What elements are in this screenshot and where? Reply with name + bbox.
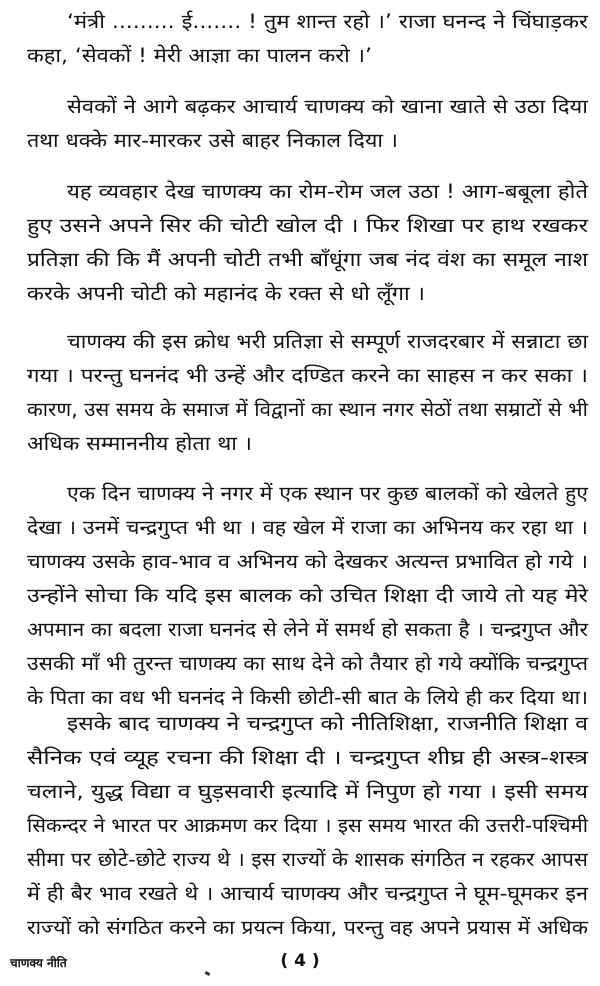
text-line: सैनिक एवं व्यूह रचना की शिक्षा दी । चन्द्रगुप्त शीघ्र ही अस्त्र-शस्त्र (27, 746, 589, 769)
text-line: उसकी माँ भी तुरन्त चाणक्य का साथ देने को तैयार हो गये क्योंकि चन्द्रगुप्त (27, 652, 588, 675)
text-line: यह व्यवहार देख चाणक्य का रोम-रोम जल उठा ! आग-बबूला होते (67, 180, 589, 203)
text-line: में ही बैर भाव रखते थे । आचार्य चाणक्य और चन्द्रगुप्त ने घूम-घूमकर इन (27, 882, 589, 905)
page-number: ( 4 ) (280, 951, 320, 971)
text-line: चाणक्य की इस क्रोध भरी प्रतिज्ञा से सम्पूर्ण राजदरबार में सन्नाटा छा (67, 330, 588, 353)
text-line: सेवकों ने आगे बढ़कर आचार्य चाणक्य को खाना खाते से उठा दिया (67, 95, 589, 118)
text-line: देखा । उनमें चन्द्रगुप्त भी था । वह खेल में राजा का अभिनय कर रहा था । (27, 516, 588, 539)
text-line: चलाने, युद्ध विद्या व घुड़सवारी इत्यादि में निपुण हो गया । इसी समय (27, 780, 589, 803)
text-line: प्रतिज्ञा की कि मैं अपनी चोटी तभी बाँधूंगा जब नंद वंश का समूल नाश (27, 248, 588, 271)
text-line: कारण, उस समय के समाज में विद्वानों का स्थान नगर सेठों तथा सम्राटों से भी (27, 398, 588, 421)
text-line: इसके बाद चाणक्य ने चन्द्रगुप्त को नीतिशिक्षा, राजनीति शिक्षा व (67, 712, 588, 735)
text-line: ‘मंत्री ......... ई....... ! तुम शान्त रहो ।’ राजा घनन्द ने चिंघाड़कर (67, 10, 588, 33)
text-line: करके अपनी चोटी को महानंद के रक्त से धो लूँगा । (27, 282, 425, 305)
text-line: तथा धक्के मार-मारकर उसे बाहर निकाल दिया । (27, 129, 398, 152)
text-line: के पिता का वध भी घननंद ने किसी छोटी-सी बात के लिये ही कर दिया था। (27, 686, 589, 709)
text-line: कहा, ‘सेवकों ! मेरी आज्ञा का पालन करो ।’ (27, 44, 372, 67)
text-line: उन्होंने सोचा कि यदि इस बालक को उचित शिक्षा दी जाये तो यह मेरे (27, 584, 589, 607)
book-title-footer: चाणक्य नीति (10, 956, 67, 970)
text-line: गया । परन्तु घननंद भी उन्हें और दण्डित करने का साहस न कर सका । (27, 364, 588, 387)
text-line: चाणक्य उसके हाव-भाव व अभिनय को देखकर अत्यन्त प्रभावित हो गये । (27, 550, 588, 573)
text-line: अपमान का बदला राजा घननंद से लेने में समर्थ हो सकता है । चन्द्रगुप्त और (27, 618, 589, 641)
text-line: अधिक सम्माननीय होता था । (27, 432, 253, 455)
text-line: सिकन्दर ने भारत पर आक्रमण कर दिया । इस समय भारत की उत्तरी-पश्चिमी (27, 814, 589, 837)
text-line: सीमा पर छोटे-छोटे राज्य थे । इस राज्यों के शासक संगठित न रहकर आपस (27, 848, 588, 871)
text-line: हुए उसने अपने सिर की चोटी खोल दी । फिर शिखा पर हाथ रखकर (27, 214, 589, 237)
text-line: एक दिन चाणक्य ने नगर में एक स्थान पर कुछ बालकों को खेलते हुए (67, 482, 589, 505)
text-line: राज्यों को संगठित करने का प्रयत्न किया, परन्तु वह अपने प्रयास में अधिक (27, 916, 589, 939)
